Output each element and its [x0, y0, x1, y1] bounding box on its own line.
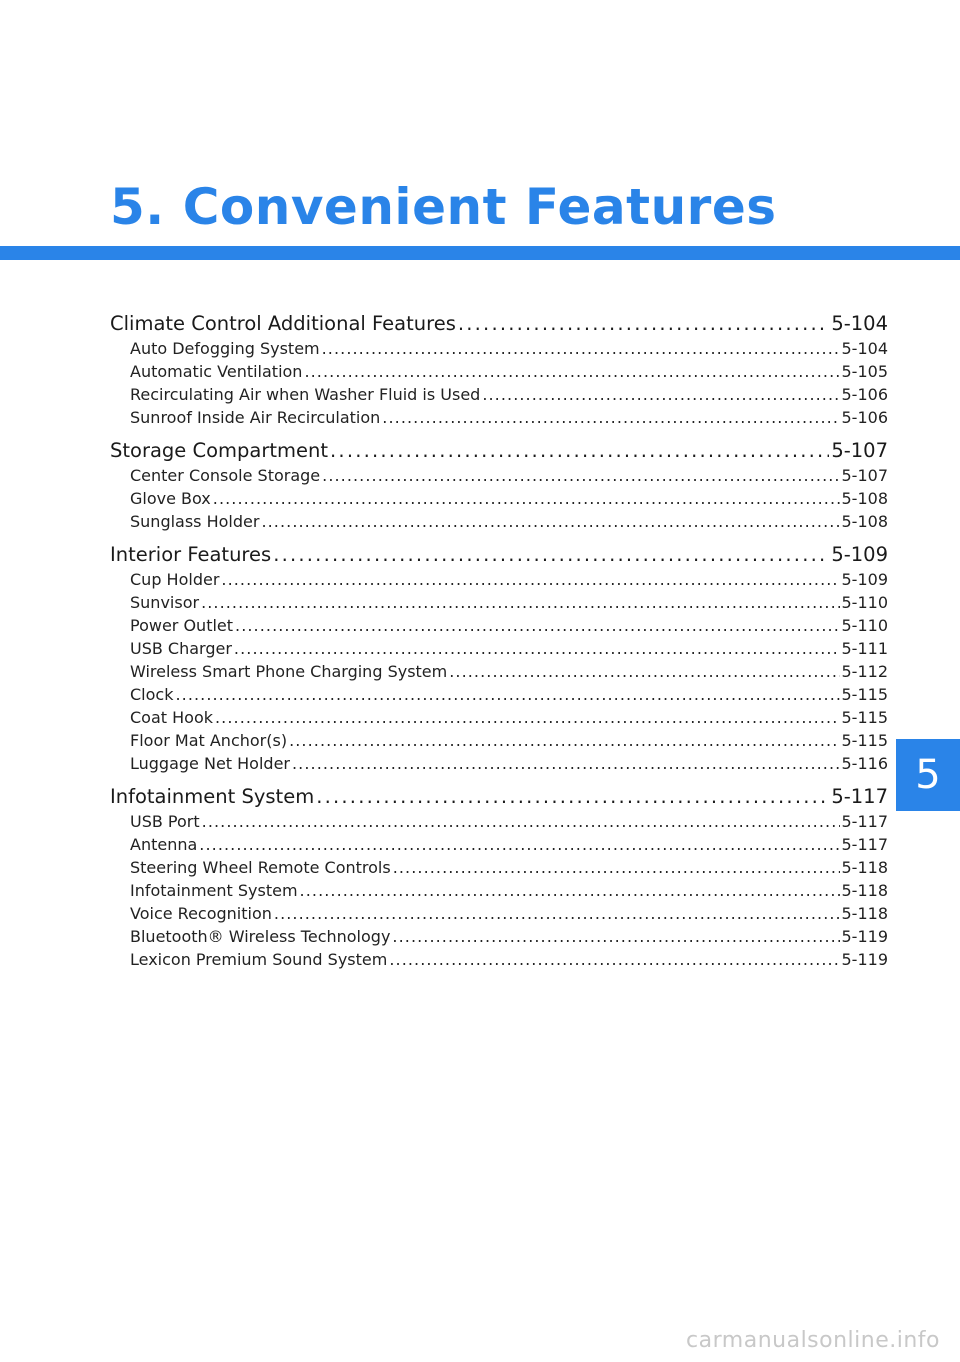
toc-page-number: 5-118 — [841, 881, 888, 900]
toc-page-number: 5-107 — [831, 439, 888, 462]
toc-dot-leader — [322, 337, 840, 360]
toc-page-number: 5-119 — [841, 927, 888, 946]
toc-page-number: 5-111 — [841, 639, 888, 658]
title-divider-bar — [0, 246, 960, 260]
toc-section-entry[interactable] — [110, 541, 888, 568]
toc-subsection-entry[interactable] — [110, 487, 888, 510]
toc-page-number: 5-110 — [841, 616, 888, 635]
toc-entry-label: Lexicon Premium Sound System — [130, 950, 388, 969]
toc-entry-label: Infotainment System — [110, 785, 315, 808]
toc-subsection-entry[interactable] — [110, 729, 888, 752]
watermark: carmanualsonline.info — [686, 1328, 940, 1353]
toc-page-number: 5-107 — [841, 466, 888, 485]
toc-dot-leader — [274, 902, 840, 925]
toc-page-number: 5-109 — [841, 570, 888, 589]
toc-subsection-entry[interactable] — [110, 856, 888, 879]
toc-dot-leader — [261, 510, 839, 533]
toc-entry-label: Automatic Ventilation — [130, 362, 303, 381]
toc-entry-label: Luggage Net Holder — [130, 754, 290, 773]
toc-page-number: 5-117 — [841, 835, 888, 854]
toc-page-number: 5-105 — [841, 362, 888, 381]
toc-dot-leader — [202, 810, 840, 833]
toc-subsection-entry[interactable] — [110, 660, 888, 683]
toc-subsection-entry[interactable] — [110, 879, 888, 902]
toc-subsection-entry[interactable] — [110, 614, 888, 637]
toc-subsection-entry[interactable] — [110, 464, 888, 487]
toc-page-number: 5-108 — [841, 489, 888, 508]
toc-subsection-entry[interactable] — [110, 925, 888, 948]
toc-dot-leader — [482, 383, 839, 406]
toc-page-number: 5-119 — [841, 950, 888, 969]
toc-entry-label: Coat Hook — [130, 708, 213, 727]
toc-subsection-entry[interactable] — [110, 406, 888, 429]
toc-subsection-entry[interactable] — [110, 591, 888, 614]
toc-page-number: 5-106 — [841, 385, 888, 404]
toc-page-number: 5-118 — [841, 904, 888, 923]
toc-page-number: 5-116 — [841, 754, 888, 773]
toc-dot-leader — [458, 310, 829, 337]
toc-dot-leader — [300, 879, 840, 902]
toc-entry-label: Steering Wheel Remote Controls — [130, 858, 391, 877]
toc-dot-leader — [213, 487, 840, 510]
toc-entry-label: Voice Recognition — [130, 904, 272, 923]
toc-dot-leader — [199, 833, 839, 856]
toc-subsection-entry[interactable] — [110, 360, 888, 383]
toc-subsection-entry[interactable] — [110, 752, 888, 775]
chapter-tab-number: 5 — [915, 752, 941, 798]
toc-dot-leader — [234, 637, 840, 660]
toc-entry-label: Power Outlet — [130, 616, 234, 635]
toc-subsection-entry[interactable] — [110, 568, 888, 591]
toc-section-entry[interactable] — [110, 437, 888, 464]
toc-page-number: 5-117 — [831, 785, 888, 808]
toc-dot-leader — [292, 752, 840, 775]
toc-subsection-entry[interactable] — [110, 706, 888, 729]
toc-subsection-entry[interactable] — [110, 810, 888, 833]
toc-page-number: 5-110 — [841, 593, 888, 612]
toc-page-number: 5-104 — [841, 339, 888, 358]
toc-subsection-entry[interactable] — [110, 683, 888, 706]
toc-dot-leader — [322, 464, 839, 487]
toc-subsection-entry[interactable] — [110, 337, 888, 360]
toc-page-number: 5-112 — [841, 662, 888, 681]
toc-entry-label: Climate Control Additional Features — [110, 312, 456, 335]
toc-dot-leader — [389, 948, 839, 971]
toc-dot-leader — [201, 591, 839, 614]
toc-page-number: 5-118 — [841, 858, 888, 877]
toc-page-number: 5-117 — [841, 812, 888, 831]
toc-dot-leader — [175, 683, 839, 706]
toc-dot-leader — [304, 360, 839, 383]
toc-page-number: 5-115 — [841, 685, 888, 704]
toc-entry-label: Auto Defogging System — [130, 339, 320, 358]
toc-entry-label: Interior Features — [110, 543, 272, 566]
toc-subsection-entry[interactable] — [110, 948, 888, 971]
toc-dot-leader — [316, 783, 829, 810]
toc-entry-label: Cup Holder — [130, 570, 220, 589]
toc-page-number: 5-109 — [831, 543, 888, 566]
toc-dot-leader — [330, 437, 829, 464]
toc-page-number: 5-115 — [841, 708, 888, 727]
toc-section-entry[interactable] — [110, 783, 888, 810]
toc-entry-label: Antenna — [130, 835, 198, 854]
table-of-contents — [110, 310, 888, 971]
toc-entry-label: Sunglass Holder — [130, 512, 260, 531]
toc-entry-label: Floor Mat Anchor(s) — [130, 731, 288, 750]
toc-entry-label: Recirculating Air when Washer Fluid is Used — [130, 385, 481, 404]
toc-page-number: 5-104 — [831, 312, 888, 335]
toc-dot-leader — [221, 568, 839, 591]
toc-entry-label: Sunroof Inside Air Recirculation — [130, 408, 381, 427]
chapter-title: 5. Convenient Features — [110, 178, 777, 236]
toc-entry-label: Clock — [130, 685, 174, 704]
toc-dot-leader — [289, 729, 839, 752]
chapter-tab[interactable] — [896, 739, 960, 811]
toc-entry-label: Bluetooth® Wireless Technology — [130, 927, 391, 946]
toc-section-entry[interactable] — [110, 310, 888, 337]
toc-subsection-entry[interactable] — [110, 510, 888, 533]
toc-entry-label: Wireless Smart Phone Charging System — [130, 662, 448, 681]
toc-entry-label: Glove Box — [130, 489, 211, 508]
toc-dot-leader — [382, 406, 839, 429]
toc-subsection-entry[interactable] — [110, 833, 888, 856]
toc-page-number: 5-108 — [841, 512, 888, 531]
toc-dot-leader — [215, 706, 840, 729]
toc-subsection-entry[interactable] — [110, 902, 888, 925]
toc-page-number: 5-115 — [841, 731, 888, 750]
toc-entry-label: Infotainment System — [130, 881, 298, 900]
toc-dot-leader — [235, 614, 839, 637]
toc-dot-leader — [449, 660, 839, 683]
toc-page-number: 5-106 — [841, 408, 888, 427]
toc-entry-label: USB Charger — [130, 639, 232, 658]
toc-entry-label: Sunvisor — [130, 593, 200, 612]
toc-dot-leader — [392, 925, 839, 948]
toc-entry-label: USB Port — [130, 812, 200, 831]
toc-subsection-entry[interactable] — [110, 637, 888, 660]
toc-dot-leader — [273, 541, 829, 568]
toc-subsection-entry[interactable] — [110, 383, 888, 406]
toc-entry-label: Center Console Storage — [130, 466, 321, 485]
toc-dot-leader — [393, 856, 840, 879]
toc-entry-label: Storage Compartment — [110, 439, 329, 462]
